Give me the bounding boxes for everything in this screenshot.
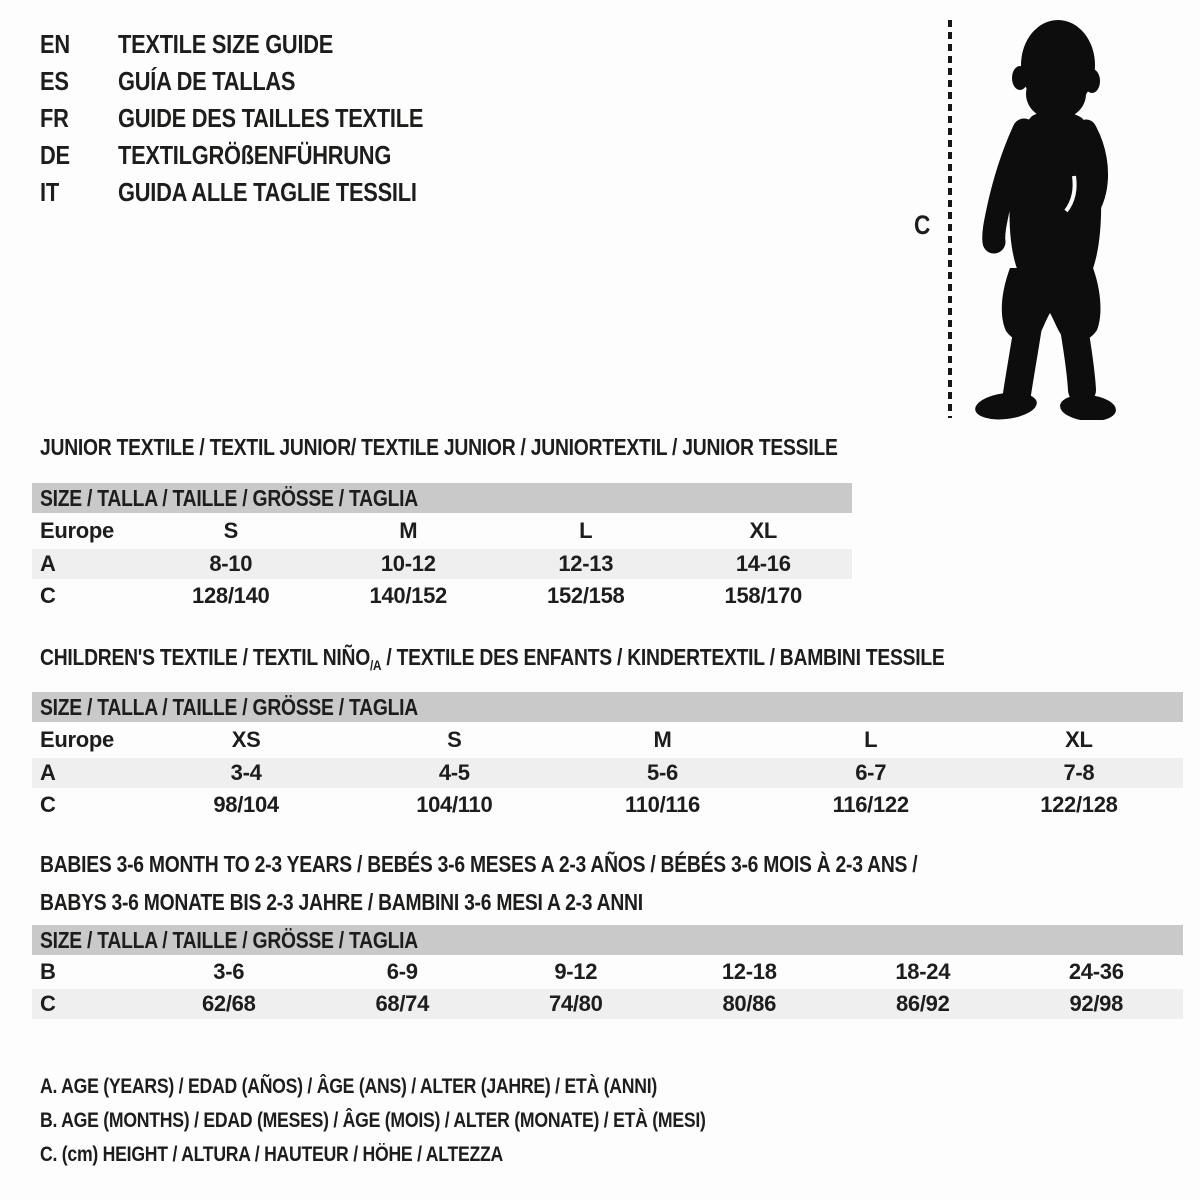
legend-age-months: B. AGE (MONTHS) / EDAD (MESES) / ÂGE (MOIS) / ALTER (MONATE) / ETÀ (MESI) bbox=[40, 1109, 706, 1132]
table-row-europe bbox=[32, 513, 852, 549]
language-title: TEXTILGRÖßENFÜHRUNG bbox=[118, 140, 392, 170]
table-row-europe bbox=[32, 722, 1183, 758]
value-cell: 68/74 bbox=[375, 991, 430, 1016]
table-row-height-cm bbox=[32, 579, 852, 613]
children-table-title bbox=[40, 644, 945, 673]
value-cell: 104/110 bbox=[416, 792, 493, 817]
size-cell: S bbox=[447, 727, 462, 752]
babies-title-line1: BABIES 3-6 MONTH TO 2-3 YEARS / BEBÉS 3-6 MESES A 2-3 AÑOS / BÉBÉS 3-6 MOIS À 2-3 ANS / bbox=[40, 851, 918, 877]
row-label: Europe bbox=[40, 727, 114, 752]
table-row-age-years bbox=[32, 549, 852, 579]
language-code: IT bbox=[40, 177, 59, 207]
size-cell: XS bbox=[231, 727, 261, 752]
size-header-row bbox=[32, 692, 1183, 722]
junior-size-table bbox=[32, 483, 852, 613]
language-title-list bbox=[40, 26, 481, 211]
size-cell: XL bbox=[1065, 727, 1093, 752]
value-cell: 12-13 bbox=[558, 551, 614, 576]
language-row-en bbox=[40, 26, 481, 63]
value-cell: 10-12 bbox=[380, 551, 436, 576]
value-cell: 92/98 bbox=[1069, 991, 1124, 1016]
size-header-row bbox=[32, 925, 1183, 955]
size-cell: L bbox=[579, 518, 593, 543]
row-label: C bbox=[40, 991, 56, 1016]
row-label: B bbox=[40, 959, 56, 984]
language-code: EN bbox=[40, 29, 70, 59]
value-cell: 86/92 bbox=[895, 991, 950, 1016]
size-cell: S bbox=[223, 518, 238, 543]
value-cell: 7-8 bbox=[1063, 760, 1095, 785]
children-size-table bbox=[32, 692, 1183, 822]
legend-age-years: A. AGE (YEARS) / EDAD (AÑOS) / ÂGE (ANS) / ALTER (JAHRE) / ETÀ (ANNI) bbox=[40, 1075, 658, 1098]
value-cell: 4-5 bbox=[438, 760, 470, 785]
language-row-fr bbox=[40, 100, 481, 137]
children-title-sub: /A bbox=[370, 657, 382, 673]
value-cell: 128/140 bbox=[192, 583, 270, 608]
language-row-de bbox=[40, 137, 481, 174]
junior-table-title: JUNIOR TEXTILE / TEXTIL JUNIOR/ TEXTILE JUNIOR / JUNIORTEXTIL / JUNIOR TESSILE bbox=[40, 434, 838, 460]
table-row-height-cm bbox=[32, 788, 1183, 822]
table-row-height-cm bbox=[32, 989, 1183, 1019]
value-cell: 12-18 bbox=[721, 959, 777, 984]
language-title: GUIDE DES TAILLES TEXTILE bbox=[118, 103, 424, 133]
legend bbox=[40, 1070, 832, 1172]
row-label: Europe bbox=[40, 518, 114, 543]
babies-title-line2: BABYS 3-6 MONATE BIS 2-3 JAHRE / BAMBINI 3-6 MESI A 2-3 ANNI bbox=[40, 889, 643, 915]
babies-size-table bbox=[32, 925, 1183, 1019]
height-measure-line bbox=[948, 20, 952, 418]
value-cell: 80/86 bbox=[722, 991, 777, 1016]
language-row-es bbox=[40, 63, 481, 100]
value-cell: 5-6 bbox=[647, 760, 678, 785]
size-header-row bbox=[32, 483, 852, 513]
language-row-it bbox=[40, 174, 481, 211]
language-code: ES bbox=[40, 66, 69, 96]
children-title-pre: CHILDREN'S TEXTILE / TEXTIL NIÑO bbox=[40, 644, 371, 670]
value-cell: 122/128 bbox=[1040, 792, 1118, 817]
value-cell: 18-24 bbox=[895, 959, 951, 984]
size-header-label: SIZE / TALLA / TAILLE / GRÖSSE / TAGLIA bbox=[40, 484, 418, 511]
value-cell: 152/158 bbox=[547, 583, 625, 608]
value-cell: 6-7 bbox=[855, 760, 887, 785]
row-label: A bbox=[40, 760, 56, 785]
babies-table-title bbox=[40, 845, 1085, 921]
value-cell: 110/116 bbox=[625, 792, 700, 817]
value-cell: 3-6 bbox=[213, 959, 245, 984]
toddler-silhouette-icon bbox=[968, 18, 1136, 420]
size-header-label: SIZE / TALLA / TAILLE / GRÖSSE / TAGLIA bbox=[40, 693, 418, 720]
size-cell: M bbox=[399, 518, 418, 543]
language-title: GUÍA DE TALLAS bbox=[118, 66, 296, 96]
value-cell: 24-36 bbox=[1068, 959, 1124, 984]
value-cell: 98/104 bbox=[213, 792, 279, 817]
row-label: C bbox=[40, 792, 56, 817]
value-cell: 9-12 bbox=[554, 959, 598, 984]
language-code: FR bbox=[40, 103, 69, 133]
row-label: A bbox=[40, 551, 56, 576]
row-label: C bbox=[40, 583, 56, 608]
value-cell: 8-10 bbox=[209, 551, 253, 576]
size-cell: M bbox=[653, 727, 672, 752]
language-title: GUIDA ALLE TAGLIE TESSILI bbox=[118, 177, 417, 207]
value-cell: 116/122 bbox=[832, 792, 909, 817]
value-cell: 6-9 bbox=[386, 959, 418, 984]
table-row-age-years bbox=[32, 758, 1183, 788]
value-cell: 74/80 bbox=[548, 991, 603, 1016]
size-cell: L bbox=[864, 727, 878, 752]
table-row-age-months bbox=[32, 955, 1183, 989]
value-cell: 14-16 bbox=[735, 551, 791, 576]
value-cell: 158/170 bbox=[724, 583, 802, 608]
size-cell: XL bbox=[749, 518, 777, 543]
value-cell: 140/152 bbox=[369, 583, 447, 608]
size-header-label: SIZE / TALLA / TAILLE / GRÖSSE / TAGLIA bbox=[40, 926, 418, 953]
language-code: DE bbox=[40, 140, 70, 170]
language-title: TEXTILE SIZE GUIDE bbox=[118, 29, 334, 59]
children-title-post: / TEXTILE DES ENFANTS / KINDERTEXTIL / BAMBINI TESSILE bbox=[381, 644, 945, 670]
legend-height-cm: C. (cm) HEIGHT / ALTURA / HAUTEUR / HÖHE / ALTEZZA bbox=[40, 1143, 504, 1166]
value-cell: 3-4 bbox=[230, 760, 262, 785]
height-measure-label: C bbox=[914, 210, 931, 240]
value-cell: 62/68 bbox=[201, 991, 256, 1016]
